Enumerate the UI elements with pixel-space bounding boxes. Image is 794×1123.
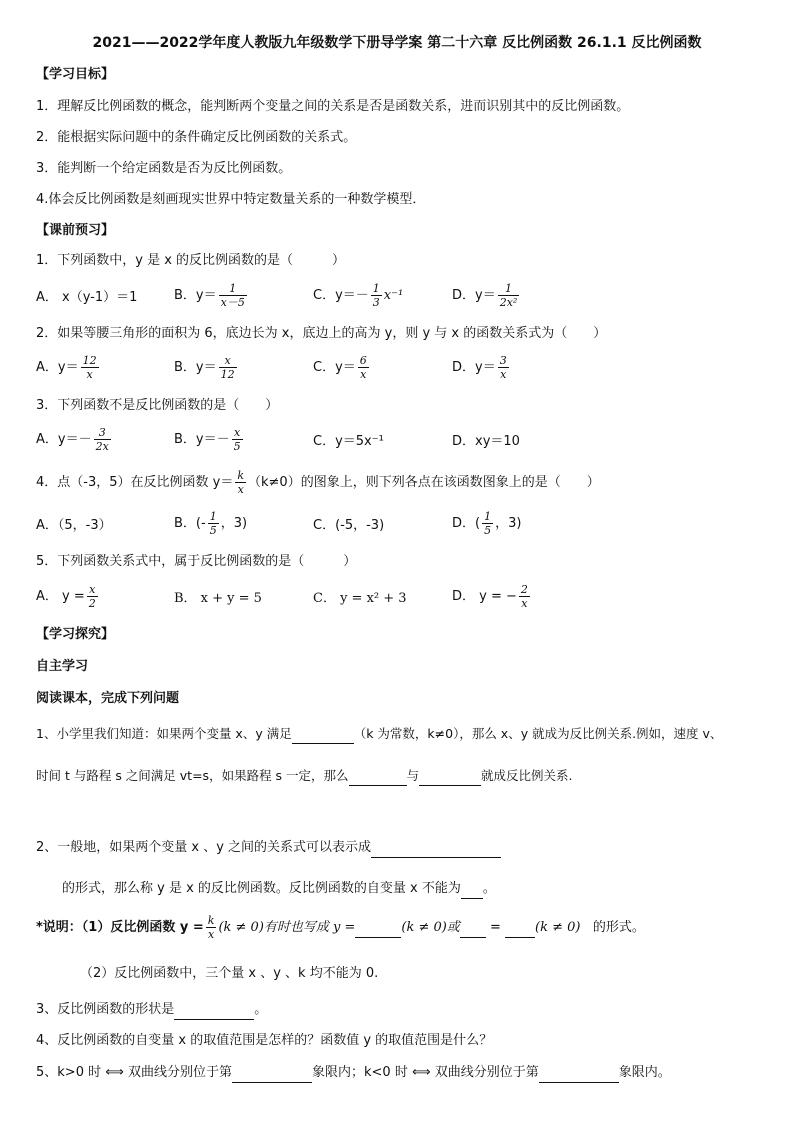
goal-item: 1．理解反比例函数的概念，能判断两个变量之间的关系是否是函数关系，进而识别其中的反比例函数。 <box>36 99 630 114</box>
question-5-stem: 5．下列函数关系式中，属于反比例函数的是（ ） <box>36 554 357 569</box>
goal-item: 4.体会反比例函数是刻画现实世界中特定数量关系的一种数学模型． <box>36 192 426 207</box>
fraction: $\frac{3}{2x}$ <box>95 426 109 453</box>
q2-option-c: C．y＝ $\frac{6}{x}$ <box>313 354 367 381</box>
q1-option-c: C．y＝－ $\frac{1}{3}$ x⁻¹ <box>313 282 404 309</box>
answer-blank[interactable] <box>371 839 501 858</box>
explore-item-3: 3、反比例函数的形状是 。 <box>36 1001 267 1020</box>
q1-option-a: A． x（y-1）＝1 <box>36 290 138 305</box>
preview-heading: 【课前预习】 <box>36 223 115 238</box>
fraction: $\frac{x}{12}$ <box>220 354 235 381</box>
q5-option-b: B． x + y = 5 <box>174 591 262 606</box>
question-2-stem: 2．如果等腰三角形的面积为 6，底边长为 x，底边上的高为 y，则 y 与 x 的函数关系式为（ ） <box>36 326 607 341</box>
page-title: 2021——2022学年度人教版九年级数学下册导学案 第二十六章 反比例函数 26.1.1 反比例函数 <box>92 35 702 51</box>
self-study-heading: 自主学习 <box>36 659 89 674</box>
fraction: $\frac{12}{x}$ <box>82 354 97 381</box>
fraction: $\frac{1}{x-5}$ <box>220 282 245 309</box>
q5-option-d: D． y = − $\frac{2}{x}$ <box>452 583 528 610</box>
answer-blank[interactable] <box>419 767 481 786</box>
explore-item-2-line-2: 的形式，那么称 y 是 x 的反比例函数。反比例函数的自变量 x 不能为 。 <box>62 880 496 899</box>
explore-item-5: 5、k>0 时 ⟺ 双曲线分别位于第 象限内；k<0 时 ⟺ 双曲线分别位于第 象限内。 <box>36 1064 671 1083</box>
fraction: $\frac{2}{x}$ <box>520 583 528 610</box>
q4-option-d: D．( $\frac{1}{5}$ ，3) <box>452 510 522 537</box>
answer-blank[interactable] <box>349 767 407 786</box>
q1-option-b: B．y＝ $\frac{1}{x-5}$ <box>174 282 245 309</box>
fraction: $\frac{k}{x}$ <box>207 914 215 941</box>
q4-option-b: B．(- $\frac{1}{5}$ ，3) <box>174 510 248 537</box>
q5-option-c: C． y = x² + 3 <box>313 591 407 606</box>
q2-option-b: B．y＝ $\frac{x}{12}$ <box>174 354 235 381</box>
note-2: （2）反比例函数中，三个量 x 、y 、k 均不能为 0. <box>80 966 379 981</box>
q3-option-b: B．y＝－ $\frac{x}{5}$ <box>174 426 241 453</box>
explore-item-1-line-1: 1、小学里我们知道：如果两个变量 x、y 满足 （k 为常数，k≠0），那么 x、y 就成为反比例关系.例如，速度 v、 <box>36 725 722 744</box>
answer-blank[interactable] <box>539 1064 619 1083</box>
fraction: $\frac{x}{2}$ <box>88 583 96 610</box>
goal-item: 2．能根据实际问题中的条件确定反比例函数的关系式。 <box>36 130 357 145</box>
fraction: $\frac{6}{x}$ <box>359 354 367 381</box>
q3-option-d: D．xy＝10 <box>452 434 520 449</box>
explore-item-1-line-2: 时间 t 与路程 s 之间满足 vt=s，如果路程 s 一定，那么 与 就成反比例关系. <box>36 767 573 786</box>
fraction: $\frac{3}{x}$ <box>499 354 507 381</box>
q1-option-d: D．y＝ $\frac{1}{\text{2x²}}$ <box>452 282 518 309</box>
explore-item-2-line-1: 2、一般地，如果两个变量 x 、y 之间的关系式可以表示成 <box>36 839 501 858</box>
q3-option-a: A．y＝－ $\frac{3}{2x}$ <box>36 426 109 453</box>
fraction: $\frac{x}{5}$ <box>233 426 241 453</box>
question-3-stem: 3．下列函数不是反比例函数的是（ ） <box>36 398 279 413</box>
answer-blank[interactable] <box>174 1001 254 1020</box>
q2-option-d: D．y＝ $\frac{3}{x}$ <box>452 354 507 381</box>
q3-option-c: C．y＝5x⁻¹ <box>313 434 384 449</box>
answer-blank[interactable] <box>355 919 401 938</box>
answer-blank[interactable] <box>461 880 483 899</box>
q4-option-c: C．(-5，-3) <box>313 518 385 533</box>
reading-task-heading: 阅读课本，完成下列问题 <box>36 691 180 706</box>
question-1-stem: 1．下列函数中，y 是 x 的反比例函数的是（ ） <box>36 253 346 268</box>
q2-option-a: A．y＝ $\frac{12}{x}$ <box>36 354 97 381</box>
explore-heading: 【学习探究】 <box>36 627 115 642</box>
note-1: *说明：（1）反比例函数 y = $\frac{k}{x}$ (k ≠ 0)有时也写成 y = (k ≠ 0)或 = (k ≠ 0) 的形式。 <box>36 914 645 941</box>
explore-item-4: 4、反比例函数的自变量 x 的取值范围是怎样的？函数值 y 的取值范围是什么？ <box>36 1033 493 1048</box>
answer-blank[interactable] <box>505 919 535 938</box>
goals-heading: 【学习目标】 <box>36 67 115 82</box>
goal-item: 3．能判断一个给定函数是否为反比例函数。 <box>36 161 292 176</box>
fraction: $\frac{1}{5}$ <box>209 510 217 537</box>
fraction: $\frac{1}{3}$ <box>372 282 380 309</box>
fraction: $\frac{k}{x}$ <box>237 469 245 496</box>
q4-option-a: A．（5，-3） <box>36 518 112 533</box>
question-4-stem: 4．点（-3，5）在反比例函数 y＝ $\frac{k}{x}$ （k≠0）的图象上，则下列各点在该函数图象上的是（ ） <box>36 469 600 496</box>
answer-blank[interactable] <box>292 725 354 744</box>
fraction: $\frac{1}{\text{2x²}}$ <box>499 282 518 309</box>
answer-blank[interactable] <box>232 1064 312 1083</box>
q5-option-a: A． y = $\frac{x}{2}$ <box>36 583 96 610</box>
answer-blank[interactable] <box>460 919 486 938</box>
fraction: $\frac{1}{5}$ <box>484 510 492 537</box>
